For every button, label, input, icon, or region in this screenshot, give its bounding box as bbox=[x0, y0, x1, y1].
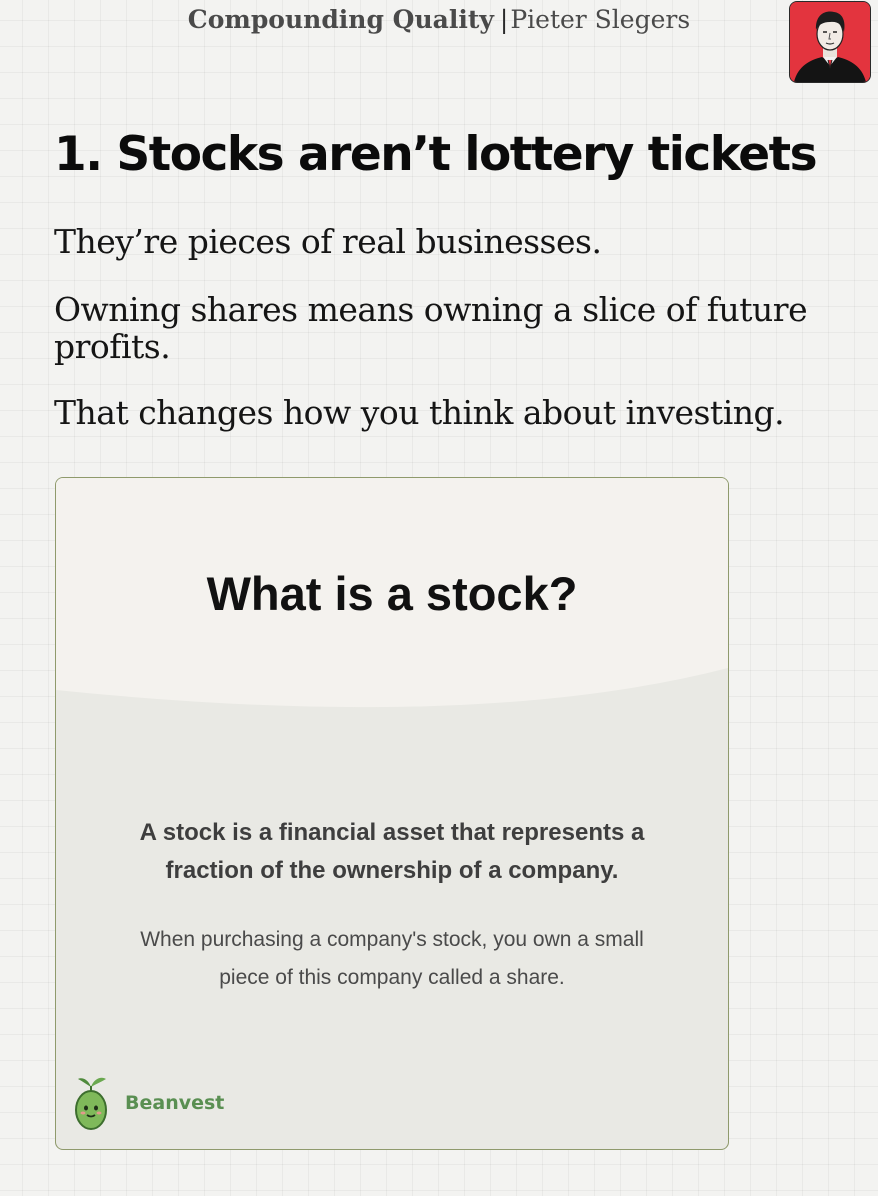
logo-text: Beanvest bbox=[125, 1092, 225, 1114]
card-title: What is a stock? bbox=[206, 567, 578, 620]
person-icon bbox=[790, 2, 870, 82]
bean-icon bbox=[68, 1075, 114, 1133]
section-heading: 1. Stocks aren’t lottery tickets bbox=[54, 127, 817, 182]
paragraph-3: That changes how you think about investing. bbox=[54, 393, 785, 432]
author-avatar bbox=[790, 2, 870, 82]
brand-name: Compounding Quality bbox=[187, 5, 494, 34]
header-byline bbox=[0, 0, 878, 40]
card-body-text: When purchasing a company's stock, you own a small piece of this company called a share. bbox=[140, 928, 644, 989]
paragraph-2: Owning shares means owning a slice of future profits. bbox=[54, 290, 808, 366]
card-lead-text: A stock is a financial asset that represents a fraction of the ownership of a company. bbox=[139, 819, 645, 884]
paragraph-1: They’re pieces of real businesses. bbox=[54, 222, 602, 261]
byline-separator: | bbox=[499, 5, 509, 34]
author-name: Pieter Slegers bbox=[510, 5, 691, 34]
beanvest-logo bbox=[68, 1075, 248, 1135]
info-card bbox=[55, 477, 729, 1150]
